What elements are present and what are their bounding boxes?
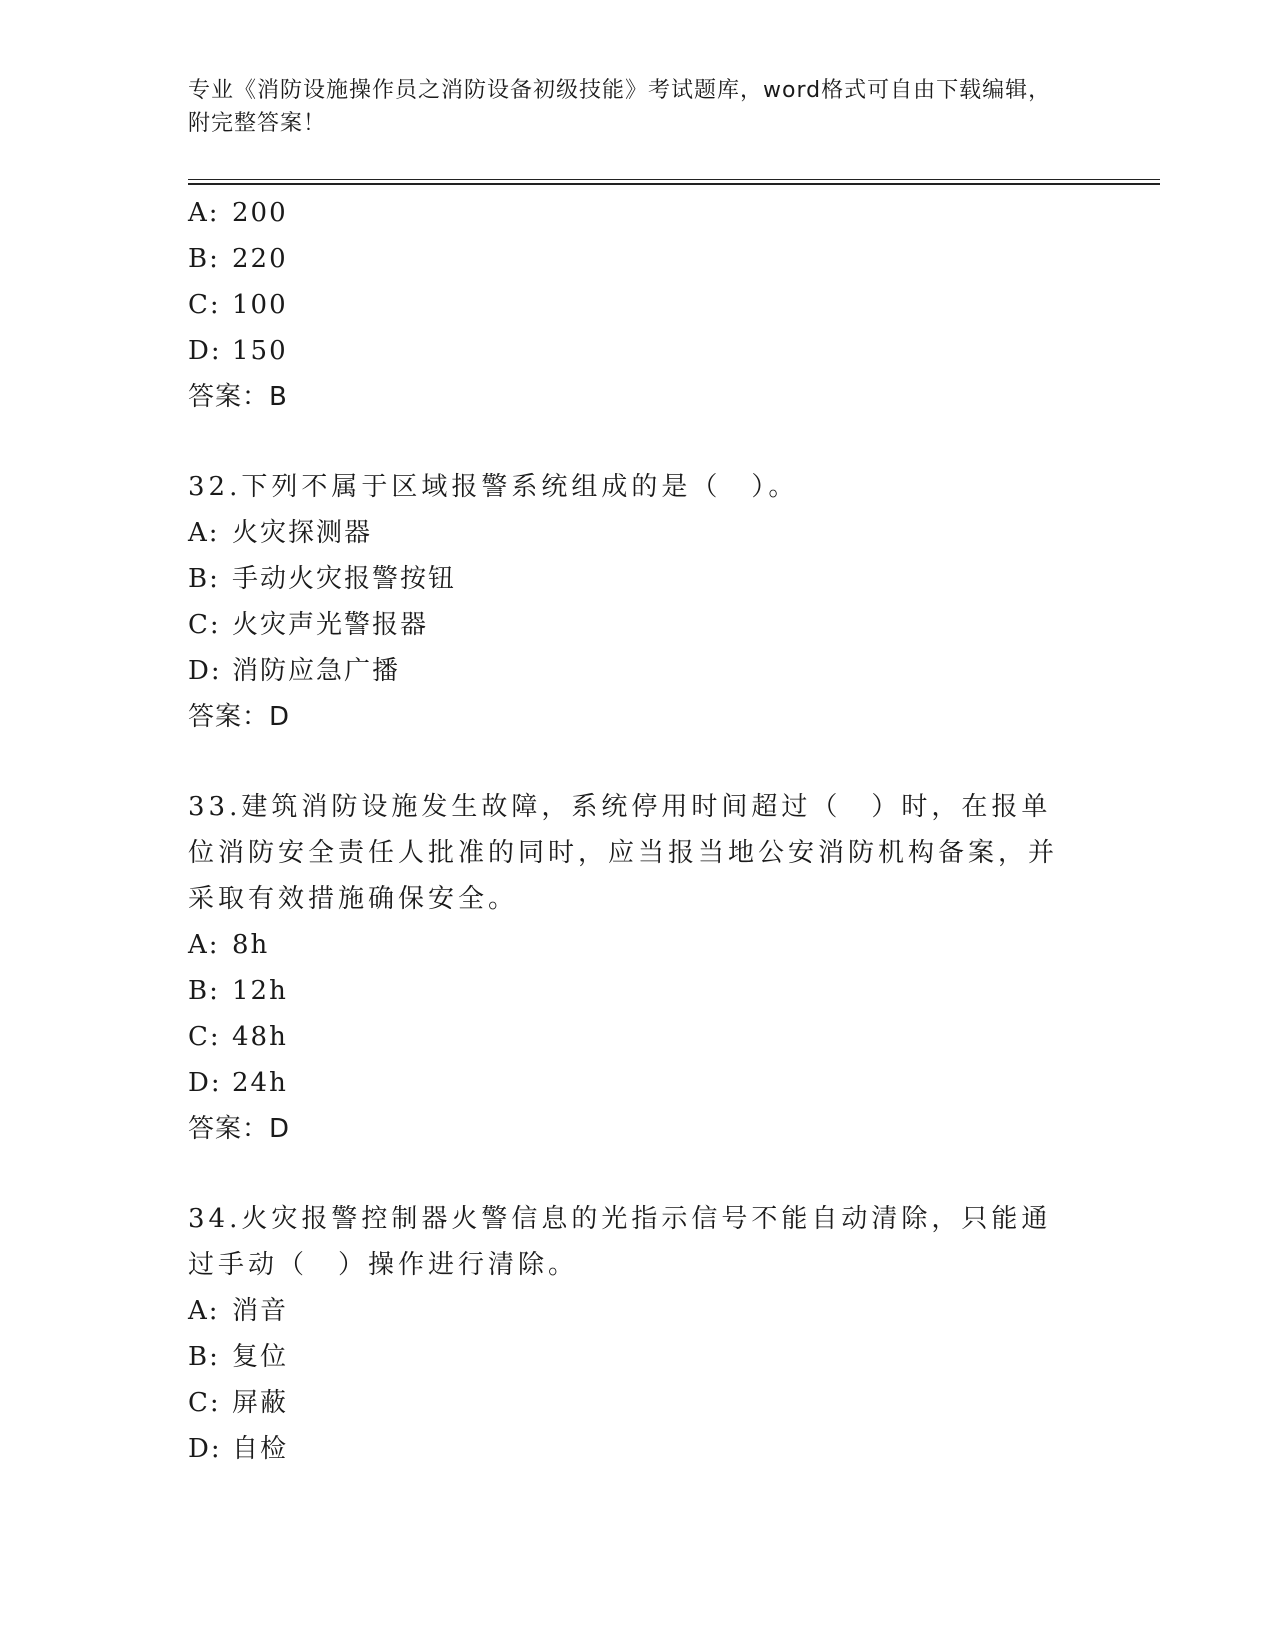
option-b: B: 220 <box>188 244 288 274</box>
option-b: B: 手动火灾报警按钮 <box>188 564 457 594</box>
option-a: A: 200 <box>188 198 288 228</box>
option-c: C: 48h <box>188 1022 288 1052</box>
option-c: C: 火灾声光警报器 <box>188 610 429 640</box>
question-list <box>188 190 1088 1472</box>
option-d: D: 24h <box>188 1068 288 1098</box>
document-header: 专业《消防设施操作员之消防设备初级技能》考试题库，word格式可自由下载编辑，附完整答案！ <box>188 78 1052 136</box>
question-31 <box>188 190 1088 420</box>
option-a: A: 火灾探测器 <box>188 518 373 548</box>
question-33 <box>188 784 1088 1152</box>
answer: 答案：D <box>188 1114 291 1144</box>
option-a: A: 8h <box>188 930 270 960</box>
header-rule-thin <box>188 179 1160 180</box>
option-c: C: 屏蔽 <box>188 1388 289 1418</box>
header-rule-thick <box>188 183 1160 185</box>
question-text: 32.下列不属于区域报警系统组成的是（ ）。 <box>188 472 799 502</box>
question-text: 33.建筑消防设施发生故障，系统停用时间超过（ ）时，在报单位消防安全责任人批准的同时，应当报当地公安消防机构备案，并采取有效措施确保安全。 <box>188 792 1059 914</box>
question-32 <box>188 464 1088 740</box>
answer: 答案：D <box>188 702 291 732</box>
question-text: 34.火灾报警控制器火警信息的光指示信号不能自动清除，只能通过手动（ ）操作进行清除。 <box>188 1204 1052 1280</box>
option-b: B: 复位 <box>188 1342 289 1372</box>
option-c: C: 100 <box>188 290 288 320</box>
option-d: D: 消防应急广播 <box>188 656 401 686</box>
option-a: A: 消音 <box>188 1296 289 1326</box>
option-d: D: 自检 <box>188 1434 289 1464</box>
answer: 答案：B <box>188 382 288 412</box>
option-d: D: 150 <box>188 336 288 366</box>
option-b: B: 12h <box>188 976 288 1006</box>
question-34 <box>188 1196 1088 1472</box>
